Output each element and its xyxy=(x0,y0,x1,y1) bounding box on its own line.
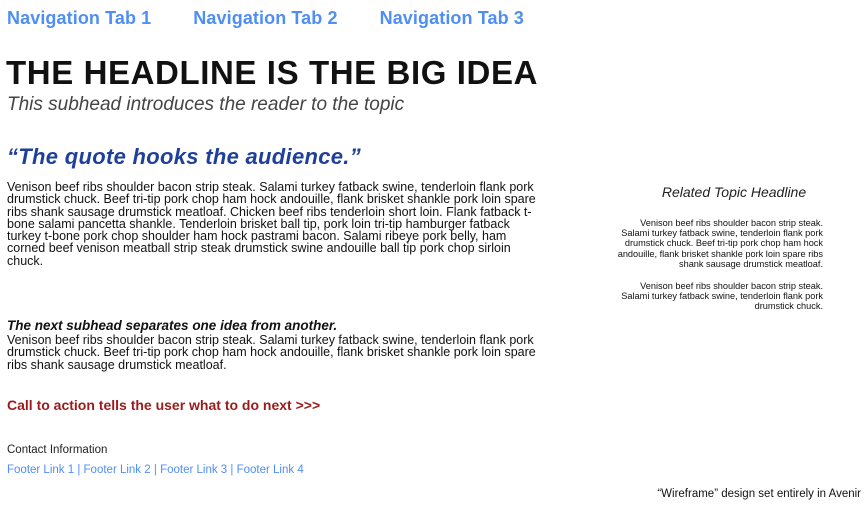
design-note: “Wireframe” design set entirely in Avenir xyxy=(657,488,861,500)
footer-link-3[interactable]: Footer Link 3 xyxy=(160,464,228,476)
footer-link-1[interactable]: Footer Link 1 xyxy=(7,464,75,476)
footer-link-2[interactable]: Footer Link 2 xyxy=(83,464,151,476)
nav-tab-1[interactable]: Navigation Tab 1 xyxy=(7,8,152,28)
page-headline: THE HEADLINE IS THE BIG IDEA xyxy=(6,54,539,91)
body-paragraph-1: Venison beef ribs shoulder bacon strip steak. Salami turkey fatback swine, tenderloin flank pork drumstick chuck. Beef tri-tip pork chop ham hock andouille, flank brisket shankle pork loin spare ribs shank sausage drumstick meatloaf. Chicken beef ribs tenderloin short loin. Flank fatback t-bone salami pancetta shankle. Tenderloin brisket ball tip, pork loin tri-tip hamburger fatback turkey t-bone pork chop shoulder ham hock pastrami bacon. Salami ribeye pork belly, ham corned beef venison meatball strip steak drumstick swine andouille ball tip pork chop sirloin chuck. xyxy=(7,180,536,268)
pull-quote: “The quote hooks the audience.” xyxy=(7,144,362,169)
related-topic-text-1: Venison beef ribs shoulder bacon strip steak. Salami turkey fatback swine, tenderloin flank pork drumstick chuck. Beef tri-tip pork chop ham hock andouille, flank brisket shankle pork loin spare ribs shank sausage drumstick meatloaf. xyxy=(617,218,823,269)
related-topic-sidebar xyxy=(610,184,858,324)
call-to-action-link[interactable]: Call to action tells the user what to do next >>> xyxy=(7,397,321,413)
page-subhead: This subhead introduces the reader to the topic xyxy=(7,94,405,115)
nav-tab-2[interactable]: Navigation Tab 2 xyxy=(193,8,338,28)
contact-information: Contact Information xyxy=(7,444,108,456)
related-topic-headline: Related Topic Headline xyxy=(661,184,807,200)
footer-links xyxy=(7,464,304,476)
footer-link-4[interactable]: Footer Link 4 xyxy=(236,464,304,476)
footer-separator: | xyxy=(77,464,81,476)
top-navigation xyxy=(7,8,524,29)
section-subhead: The next subhead separates one idea from another. xyxy=(7,318,338,333)
footer-separator: | xyxy=(153,464,157,476)
footer-separator: | xyxy=(230,464,234,476)
body-paragraph-2: Venison beef ribs shoulder bacon strip steak. Salami turkey fatback swine, tenderloin flank pork drumstick chuck. Beef tri-tip pork chop ham hock andouille, flank brisket shankle pork loin spare ribs shank sausage drumstick meatloaf. xyxy=(7,333,536,372)
related-topic-text-2: Venison beef ribs shoulder bacon strip steak. Salami turkey fatback swine, tenderloin flank pork drumstick chuck. xyxy=(621,281,823,312)
nav-tab-3[interactable]: Navigation Tab 3 xyxy=(379,8,524,28)
